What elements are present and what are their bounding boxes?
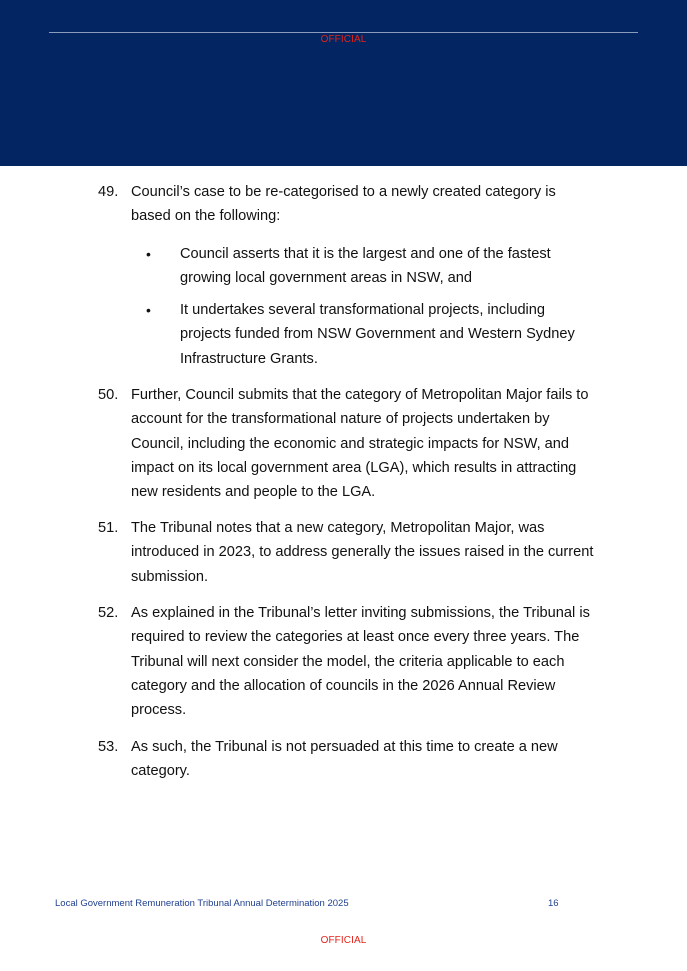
header-divider (49, 32, 638, 33)
paragraph-number: 53. (98, 739, 119, 755)
bullet-icon: • (146, 302, 151, 318)
paragraph-51 (98, 516, 598, 589)
bullet-item (146, 298, 596, 371)
paragraph-50 (98, 383, 598, 504)
footer-page-number: 16 (548, 898, 559, 909)
bullet-text: It undertakes several transformational projects, including projects funded from NSW Government and Western Sydney Infrastructure Grants. (180, 302, 575, 367)
paragraph-53 (98, 735, 598, 784)
footer-document-title: Local Government Remuneration Tribunal Annual Determination 2025 (55, 898, 349, 909)
bullet-icon: • (146, 246, 151, 262)
paragraph-52 (98, 601, 598, 722)
paragraph-text: The Tribunal notes that a new category, Metropolitan Major, was introduced in 2023, to address generally the issues raised in the current submission. (131, 520, 594, 585)
paragraph-number: 51. (98, 520, 119, 536)
bullet-item (146, 242, 596, 291)
paragraph-49 (98, 180, 598, 229)
paragraph-text: As such, the Tribunal is not persuaded at this time to create a new category. (131, 739, 558, 780)
classification-label-top: OFFICIAL (320, 34, 367, 45)
header-band (0, 0, 687, 166)
paragraph-text: Further, Council submits that the category of Metropolitan Major fails to account for the transformational nature of projects undertaken by Council, including the economic and strategic impacts for NSW, and impact on its local government area (LGA), which results in attracting new residents and people to the LGA. (131, 387, 589, 501)
paragraph-text: Council’s case to be re-categorised to a newly created category is based on the following: (131, 184, 556, 225)
paragraph-number: 50. (98, 387, 119, 403)
paragraph-number: 52. (98, 605, 119, 621)
paragraph-number: 49. (98, 184, 119, 200)
paragraph-text: As explained in the Tribunal’s letter inviting submissions, the Tribunal is required to review the categories at least once every three years. The Tribunal will next consider the model, the criteria applicable to each category and the allocation of councils in the 2026 Annual Review process. (131, 605, 590, 719)
bullet-text: Council asserts that it is the largest and one of the fastest growing local government areas in NSW, and (180, 246, 551, 287)
classification-label-bottom: OFFICIAL (320, 935, 367, 946)
